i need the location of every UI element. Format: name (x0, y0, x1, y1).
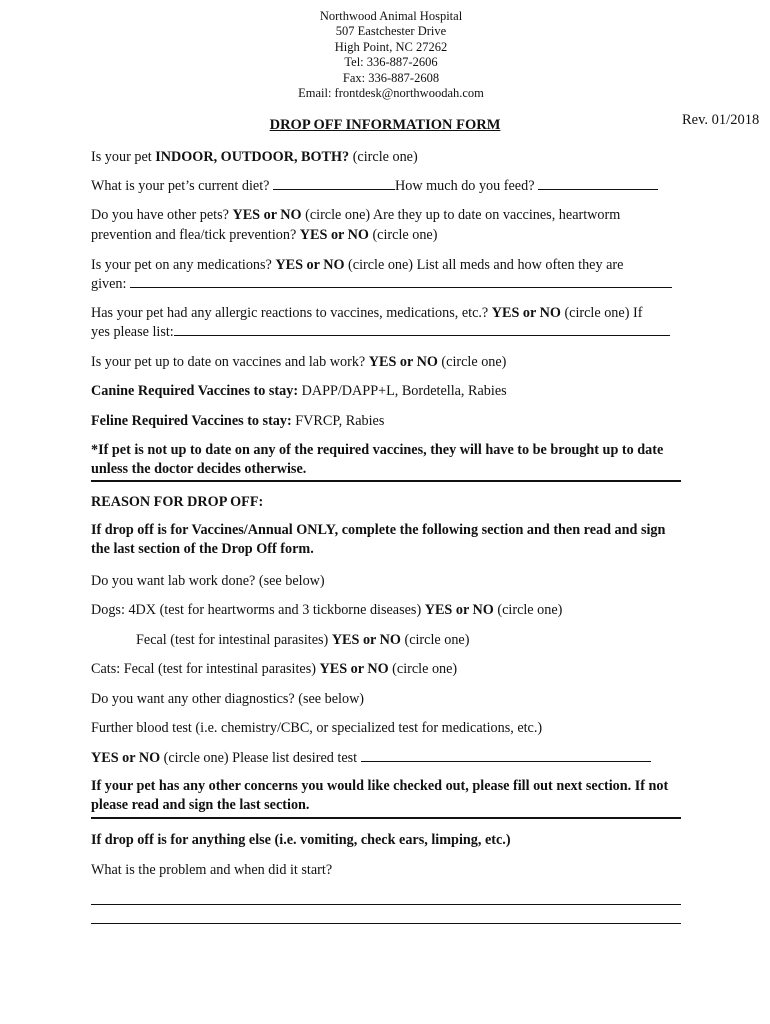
cats-yes-no: YES or NO (319, 661, 389, 677)
q5-list-label: yes please list: (91, 324, 174, 340)
concerns-note: If your pet has any other concerns you would like checked out, please fill out next section. If not please read and sign the last section. (91, 778, 669, 813)
indoor-outdoor-question (91, 147, 681, 167)
q5-text: Has your pet had any allergic reactions to vaccines, medications, etc.? (91, 305, 492, 321)
feed-label: How much do you feed? (395, 178, 539, 194)
q3-yes-no-2: YES or NO (299, 227, 369, 243)
q6-yes-no: YES or NO (368, 354, 438, 370)
q1-text: Is your pet (91, 149, 156, 165)
other-reason-heading: If drop off is for anything else (i.e. vomiting, check ears, limping, etc.) (91, 832, 511, 848)
fecal-yes-no: YES or NO (331, 632, 401, 648)
cats-instruction: (circle one) (388, 661, 458, 677)
labwork-question: Do you want lab work done? (see below) (91, 573, 325, 589)
section-divider-2 (91, 817, 681, 819)
problem-answer-line-1[interactable] (91, 904, 681, 905)
allergy-field[interactable] (174, 322, 670, 336)
revision-label: Rev. 01/2018 (682, 112, 760, 128)
other-pets-question (91, 205, 681, 245)
q6-text: Is your pet up to date on vaccines and lab work? (91, 354, 369, 370)
q3-yes-no: YES or NO (232, 207, 302, 223)
canine-label: Canine Required Vaccines to stay: (91, 383, 299, 399)
feed-amount-field[interactable] (538, 176, 658, 190)
problem-question: What is the problem and when did it start? (91, 862, 333, 878)
form-title: DROP OFF INFORMATION FORM (269, 117, 501, 133)
dogs-fecal-question (136, 630, 726, 650)
diet-question (91, 176, 681, 196)
reason-heading: REASON FOR DROP OFF: (91, 494, 264, 510)
dogs-yes-no: YES or NO (424, 602, 494, 618)
canine-value: DAPP/DAPP+L, Bordetella, Rabies (298, 383, 507, 399)
desired-yes-no: YES or NO (91, 750, 161, 766)
clinic-header (0, 9, 770, 101)
medications-list-line (91, 274, 681, 294)
clinic-street: 507 Eastchester Drive (335, 24, 447, 39)
q3-text: Do you have other pets? (91, 207, 233, 223)
clinic-fax: Fax: 336-887-2608 (342, 70, 440, 85)
q4-instruction: (circle one) List all meds and how often they are (344, 257, 624, 273)
fecal-text: Fecal (test for intestinal parasites) (136, 632, 332, 648)
cats-fecal-question (91, 659, 681, 679)
allergy-list-line (91, 322, 681, 342)
vaccine-section-note: If drop off is for Vaccines/Annual ONLY, complete the following section and then read and sign the last section of the Drop Off form. (91, 522, 666, 557)
medications-question (91, 255, 681, 275)
clinic-city: High Point, NC 27262 (334, 39, 448, 54)
clinic-email: Email: frontdesk@northwoodah.com (298, 86, 484, 101)
dogs-instruction: (circle one) (493, 602, 563, 618)
fecal-instruction: (circle one) (400, 632, 470, 648)
q4-given-label: given: (91, 276, 131, 292)
canine-vaccines (91, 381, 681, 401)
q4-text: Is your pet on any medications? (91, 257, 276, 273)
q1-options: INDOOR, OUTDOOR, BOTH? (155, 149, 350, 165)
feline-vaccines (91, 411, 681, 431)
vaccine-notice: *If pet is not up to date on any of the required vaccines, they will have to be brought up to date unless the doctor decides otherwise. (91, 442, 664, 477)
q5-instruction: (circle one) If (560, 305, 643, 321)
dogs-text: Dogs: 4DX (test for heartworms and 3 tickborne diseases) (91, 602, 425, 618)
cats-text: Cats: Fecal (test for intestinal parasites) (91, 661, 320, 677)
feline-value: FVRCP, Rabies (291, 413, 385, 429)
q3-instruction: (circle one) (368, 227, 438, 243)
diagnostics-question: Do you want any other diagnostics? (see below) (91, 691, 365, 707)
feline-label: Feline Required Vaccines to stay: (91, 413, 292, 429)
q6-instruction: (circle one) (437, 354, 507, 370)
desired-text: (circle one) Please list desired test (160, 750, 361, 766)
vaccines-labwork-question (91, 352, 681, 372)
desired-test-question (91, 748, 681, 768)
section-divider (91, 480, 681, 482)
dogs-4dx-question (91, 600, 681, 620)
clinic-name: Northwood Animal Hospital (319, 9, 463, 23)
desired-test-field[interactable] (361, 748, 651, 762)
problem-answer-line-2[interactable] (91, 923, 681, 924)
q5-yes-no: YES or NO (491, 305, 561, 321)
clinic-phone: Tel: 336-887-2606 (344, 55, 438, 70)
allergy-question (91, 303, 681, 323)
q1-instruction: (circle one) (349, 149, 418, 165)
blood-test-note: Further blood test (i.e. chemistry/CBC, or specialized test for medications, etc.) (91, 720, 543, 736)
q3-followup: (circle one) Are they up to date on vaccines, heartworm prevention and flea/tick prevention? (91, 207, 621, 243)
diet-field[interactable] (273, 176, 395, 190)
q4-yes-no: YES or NO (275, 257, 345, 273)
medications-field[interactable] (130, 274, 672, 288)
diet-label: What is your pet’s current diet? (91, 178, 274, 194)
